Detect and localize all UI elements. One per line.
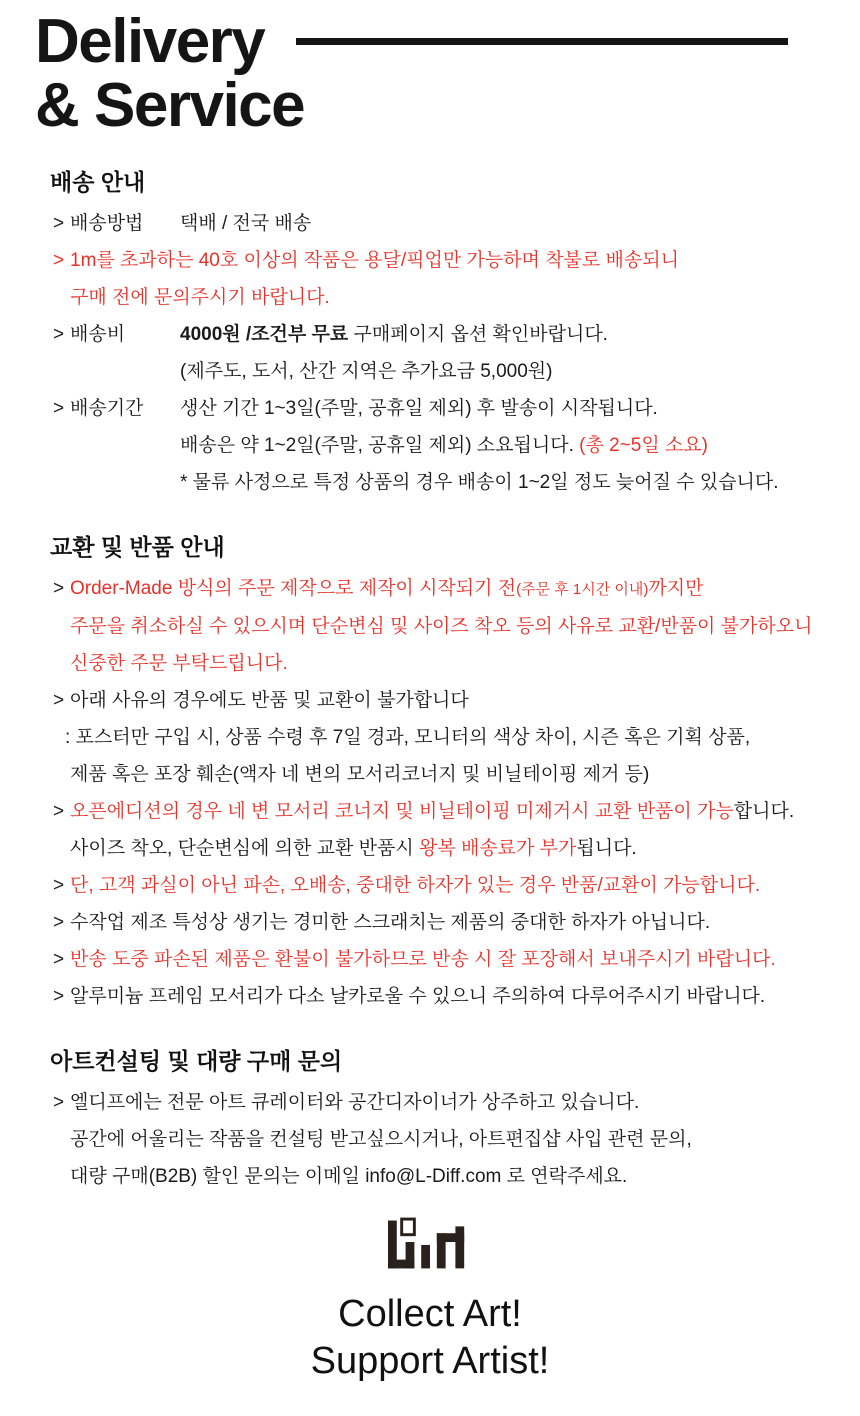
bullet-icon: > [53,212,65,234]
returns-damage-text: 단, 고객 과실이 아닌 파손, 오배송, 중대한 하자가 있는 경우 반품/교환이 가능합니다. [70,874,761,896]
returns-nonreturnable-row-2 [50,719,824,756]
bullet-icon: > [53,577,65,599]
returns-ordermade-red2: 까지만 [648,577,704,599]
bullet-icon: > [53,1091,65,1113]
returns-openedition-line2 [50,830,824,867]
returns-frame-row [50,978,824,1015]
shipping-period-line2-red: (총 2~5일 소요) [579,434,708,456]
returns-packing-text: 반송 도중 파손된 제품은 환불이 불가하므로 반송 시 잘 포장해서 보내주시기 바랍니다. [70,948,776,970]
slogan-line2: Support Artist! [310,1339,550,1382]
shipping-method-value: 택배 / 전국 배송 [180,212,312,234]
returns-openedition-line1 [70,793,824,830]
section-heading-returns: 교환 및 반품 안내 [50,533,225,560]
section-heading-shipping: 배송 안내 [50,168,146,195]
consulting-line3: 대량 구매(B2B) 할인 문의는 이메일 info@L-Diff.com 로 연락주세요. [70,1165,628,1187]
returns-packing-row [50,941,824,978]
shipping-fee-label: 배송비 [70,323,126,345]
bullet-icon: > [53,397,65,419]
page-title-line2: & Service [35,70,305,140]
shipping-period-row-2 [50,427,824,464]
shipping-oversize-line2: 구매 전에 문의주시기 바랍니다. [70,286,330,308]
bullet-icon: > [53,323,65,345]
returns-nonreturnable-line2: : 포스터만 구입 시, 상품 수령 후 7일 경과, 모니터의 색상 차이, 시즌 혹은 기획 상품, [65,726,751,748]
returns-ordermade-small: (주문 후 1시간 이내) [516,580,649,598]
logo-block [0,1217,860,1269]
content-area [0,166,860,1195]
page-title-block [0,0,860,138]
returns-scratch-text: 수작업 제조 특성상 생기는 경미한 스크래치는 제품의 중대한 하자가 아닙니다. [70,911,711,933]
consulting-line2: 공간에 어울리는 작품을 컨설팅 받고싶으시거나, 아트편집샵 사입 관련 문의, [70,1128,692,1150]
returns-openedition-line2-black1: 사이즈 착오, 단순변심에 의한 교환 반품시 [70,837,419,859]
slogan-line1: Collect Art! [338,1292,522,1335]
returns-frame-text: 알루미늄 프레임 모서리가 다소 날카로울 수 있으니 주의하여 다루어주시기 바랍니다. [70,985,766,1007]
shipping-fee-row [50,316,824,353]
returns-nonreturnable-row-3 [50,756,824,793]
shipping-period-line3: * 물류 사정으로 특정 상품의 경우 배송이 1~2일 정도 늦어질 수 있습니다. [180,471,779,493]
bullet-icon: > [53,800,65,822]
title-rule-line [296,38,788,45]
shipping-period-row [50,390,824,427]
returns-openedition-line2-red: 왕복 배송료가 부가 [418,837,577,859]
returns-damage-row [50,867,824,904]
shipping-method-label: 배송방법 [70,212,144,234]
shipping-period-row-3 [50,464,824,501]
shipping-period-line2 [50,427,824,464]
shipping-fee-value [180,316,824,353]
shipping-period-label: 배송기간 [70,397,144,419]
ldiff-logo [388,1217,472,1269]
consulting-row [50,1084,824,1121]
returns-ordermade-row-3 [50,645,824,682]
shipping-oversize-line1: 1m를 초과하는 40호 이상의 작품은 용달/픽업만 가능하며 착불로 배송되니 [70,249,679,271]
returns-ordermade-line2: 주문을 취소하실 수 있으시며 단순변심 및 사이즈 착오 등의 사유로 교환/반품이 불가하오니 [70,615,813,637]
bullet-icon: > [53,911,65,933]
bullet-icon: > [53,985,65,1007]
shipping-fee-rest: 구매페이지 옵션 확인바랍니다. [353,323,608,345]
shipping-period-line1: 생산 기간 1~3일(주말, 공휴일 제외) 후 발송이 시작됩니다. [180,397,658,419]
returns-nonreturnable-line3: 제품 혹은 포장 훼손(액자 네 변의 모서리코너지 및 비닐테이핑 제거 등) [70,763,650,785]
shipping-fee-bold: 4000원 /조건부 무료 [180,323,354,345]
shipping-fee-note: (제주도, 도서, 산간 지역은 추가요금 5,000원) [180,360,553,382]
returns-nonreturnable-line1: 아래 사유의 경우에도 반품 및 교환이 불가합니다 [70,689,469,711]
footer-slogan [0,1291,860,1385]
returns-ordermade-line3: 신중한 주문 부탁드립니다. [70,652,288,674]
section-heading-consulting: 아트컨설팅 및 대량 구매 문의 [50,1047,343,1074]
consulting-row-3 [50,1158,824,1195]
returns-ordermade-red1: Order-Made 방식의 주문 제작으로 제작이 시작되기 전 [70,577,517,599]
shipping-fee-note-row [50,353,824,390]
shipping-oversize-row-2 [50,279,824,316]
bullet-icon: > [53,689,65,711]
bullet-icon: > [53,249,65,271]
returns-openedition-red: 오픈에디션의 경우 네 변 모서리 코너지 및 비닐테이핑 미제거시 교환 반품이 가능 [70,800,734,822]
shipping-method-row [50,205,824,242]
bullet-icon: > [53,874,65,896]
returns-nonreturnable-row [50,682,824,719]
bullet-icon: > [53,948,65,970]
returns-openedition-line2-black2: 됩니다. [576,837,637,859]
consulting-row-2 [50,1121,824,1158]
returns-openedition-row-2 [50,830,824,867]
returns-ordermade-line1 [70,570,824,608]
returns-openedition-black: 합니다. [733,800,795,822]
shipping-oversize-row [50,242,824,279]
returns-openedition-row [50,793,824,830]
returns-scratch-row [50,904,824,941]
page-title-line1: Delivery [35,7,265,76]
shipping-period-line2-black: 배송은 약 1~2일(주말, 공휴일 제외) 소요됩니다. [180,434,580,456]
consulting-line1: 엘디프에는 전문 아트 큐레이터와 공간디자이너가 상주하고 있습니다. [70,1091,640,1113]
returns-ordermade-row-2 [50,608,824,645]
returns-ordermade-row [50,570,824,608]
